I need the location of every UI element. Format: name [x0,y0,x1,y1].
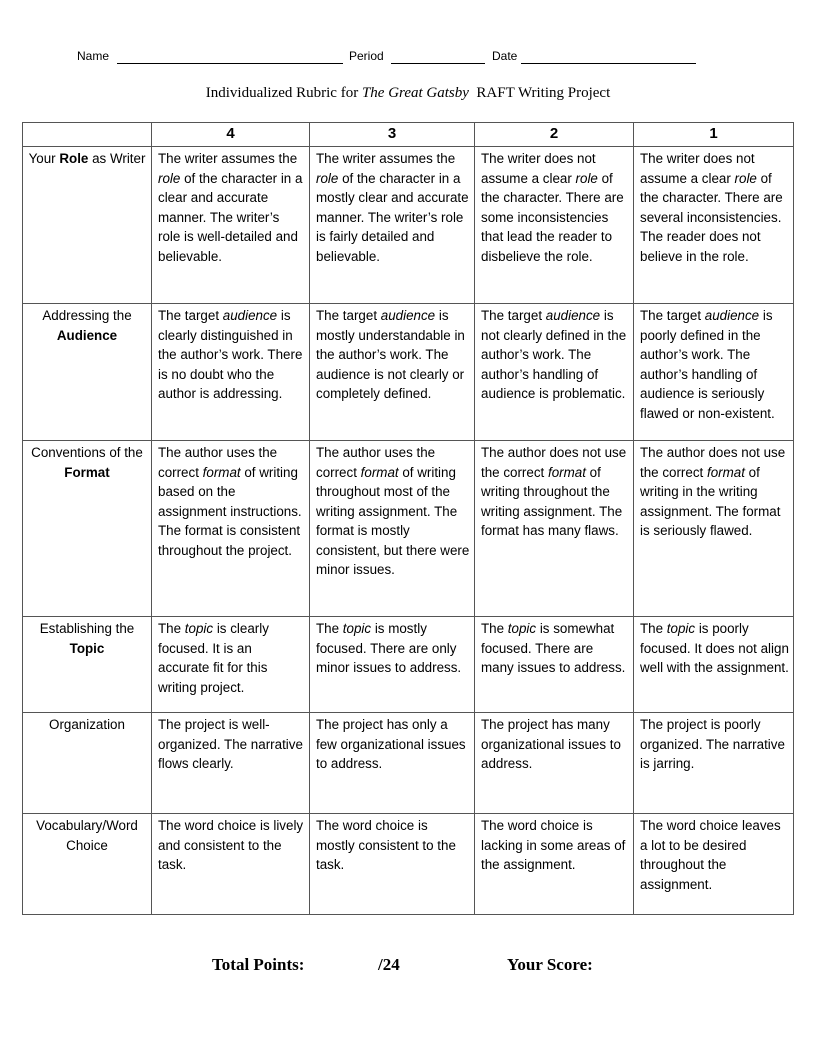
cell-text: The project is well-organized. The narrative flows clearly. [158,717,303,771]
cell-text: The word choice leaves a lot to be desired throughout the assignment. [640,818,781,892]
cell-text: is poorly focused. It does not align well with the assignment. [640,621,789,675]
cell-text: The word choice is mostly consistent to the task. [316,818,456,872]
cell-text: The author does not use the correct [481,445,627,480]
cell-text: of the character in a mostly clear and accurate manner. The writer’s role is fairly detailed and believable. [316,170,469,264]
cell-text: The [158,621,185,636]
criterion-keyword: Audience [56,327,118,343]
cell-text: is not clearly defined in the author’s work. The author’s handling of audience is problematic. [481,308,627,401]
cell-text: of the character. There are some inconsistencies that lead the reader to disbelieve the role. [481,170,624,264]
cell-text: Organization [49,717,125,732]
rubric-cell [634,713,794,814]
column-header: 4 [152,123,310,147]
rubric-cell [634,304,794,441]
cell-text: of writing based on the assignment instructions. The format is consistent throughout the project. [158,464,302,558]
emphasis-text: topic [507,621,537,636]
student-info-line [77,49,717,67]
cell-text: The author does not use the correct [640,445,786,480]
emphasis-text: audience [545,308,601,323]
emphasis-text: format [706,464,745,480]
rubric-header-row [23,123,794,147]
rubric-cell [475,617,634,713]
cell-text: The word choice is lacking in some areas of the assignment. [481,818,626,872]
rubric-cell [634,617,794,713]
period-label: Period [349,49,384,63]
criterion-cell [23,441,152,617]
rubric-cell [475,304,634,441]
your-score-label: Your Score: [507,955,593,974]
score-footer [0,955,816,979]
emphasis-text: topic [666,621,696,636]
cell-text: The target [316,308,381,323]
column-header: 3 [310,123,475,147]
emphasis-text: topic [184,621,214,636]
cell-text: is clearly distinguished in the author’s work. There is no doubt who the author is addressing. [158,308,303,401]
name-label: Name [77,49,110,63]
criterion-cell [23,713,152,814]
cell-text: of the character in a clear and accurate manner. The writer’s role is well-detailed and believable. [158,170,303,264]
emphasis-text: role [575,170,598,186]
cell-text: as Writer [88,151,146,166]
cell-text: The target [481,308,546,323]
rubric-cell [634,441,794,617]
cell-text: Vocabulary/Word Choice [36,818,138,853]
cell-text: of the character. There are several inconsistencies. The reader does not believe in the role. [640,170,783,264]
cell-text: Establishing the [39,621,135,636]
total-points-label: Total Points: [212,955,305,974]
name-field[interactable] [117,63,343,64]
cell-text: The project is poorly organized. The narrative is jarring. [640,717,785,771]
emphasis-text: format [360,464,399,480]
emphasis-text: role [158,170,181,186]
rubric-row [23,147,794,304]
rubric-row [23,814,794,915]
emphasis-text: topic [342,621,372,636]
cell-text: is mostly focused. There are only minor issues to address. [316,621,462,675]
rubric-cell [310,441,475,617]
cell-text: The writer assumes the [158,151,298,166]
emphasis-text: role [734,170,757,186]
rubric-cell [310,147,475,304]
page-title [0,85,816,102]
criterion-cell [23,304,152,441]
period-field[interactable] [391,63,485,64]
criterion-cell [23,147,152,304]
title-prefix: Individualized Rubric for [205,85,362,101]
total-points-value: /24 [378,955,400,974]
rubric-row [23,617,794,713]
criterion-keyword: Role [59,151,89,166]
criterion-cell [23,814,152,915]
rubric-cell [152,441,310,617]
rubric-cell [634,814,794,915]
cell-text: of writing throughout the writing assignment. The format has many flaws. [481,464,623,538]
date-label: Date [492,49,518,63]
cell-text: Conventions of the [31,445,143,460]
cell-text: of writing in the writing assignment. The format is seriously flawed. [640,464,781,538]
cell-text: Your [28,151,60,166]
cell-text: The word choice is lively and consistent to the task. [158,818,304,872]
rubric-row [23,713,794,814]
rubric-cell [310,713,475,814]
cell-text: The project has many organizational issues to address. [481,717,621,771]
cell-text: The author uses the correct [158,445,278,480]
cell-text: The writer does not assume a clear [640,151,755,186]
emphasis-text: audience [222,308,278,323]
emphasis-text: role [316,170,339,186]
rubric-cell [152,304,310,441]
rubric-row [23,304,794,441]
criterion-keyword: Topic [69,640,105,656]
title-suffix: RAFT Writing Project [468,85,611,101]
emphasis-text: audience [704,308,760,323]
criterion-cell [23,617,152,713]
cell-text: is somewhat focused. There are many issues to address. [481,621,626,675]
cell-text: is poorly defined in the author’s work. The author’s handling of audience is seriously flawed or non-existent. [640,308,775,421]
rubric-cell [634,147,794,304]
rubric-cell [475,441,634,617]
rubric-cell [152,147,310,304]
cell-text: The target [158,308,223,323]
emphasis-text: format [202,464,241,480]
column-header [23,123,152,147]
date-field[interactable] [521,63,696,64]
cell-text: The writer assumes the [316,151,456,166]
title-book: The Great Gatsby [361,85,469,101]
rubric-cell [310,814,475,915]
column-header: 1 [634,123,794,147]
rubric-table [22,122,794,915]
cell-text: The [640,621,667,636]
rubric-cell [310,617,475,713]
criterion-keyword: Format [64,464,110,480]
rubric-cell [152,814,310,915]
column-header: 2 [475,123,634,147]
emphasis-text: format [547,464,586,480]
cell-text: The author uses the correct [316,445,436,480]
rubric-cell [310,304,475,441]
cell-text: The target [640,308,705,323]
rubric-row [23,441,794,617]
rubric-cell [152,617,310,713]
cell-text: The project has only a few organizational issues to address. [316,717,466,771]
cell-text: is clearly focused. It is an accurate fit for this writing project. [158,621,269,695]
cell-text: is mostly understandable in the author’s work. The audience is not clearly or completely defined. [316,308,465,401]
cell-text: Addressing the [42,308,132,323]
rubric-cell [152,713,310,814]
rubric-cell [475,713,634,814]
cell-text: The [481,621,508,636]
rubric-cell [475,147,634,304]
rubric-cell [475,814,634,915]
emphasis-text: audience [380,308,436,323]
cell-text: The [316,621,343,636]
cell-text: The writer does not assume a clear [481,151,596,186]
cell-text: of writing throughout most of the writing assignment. The format is mostly consistent, but there were minor issues. [316,464,470,577]
